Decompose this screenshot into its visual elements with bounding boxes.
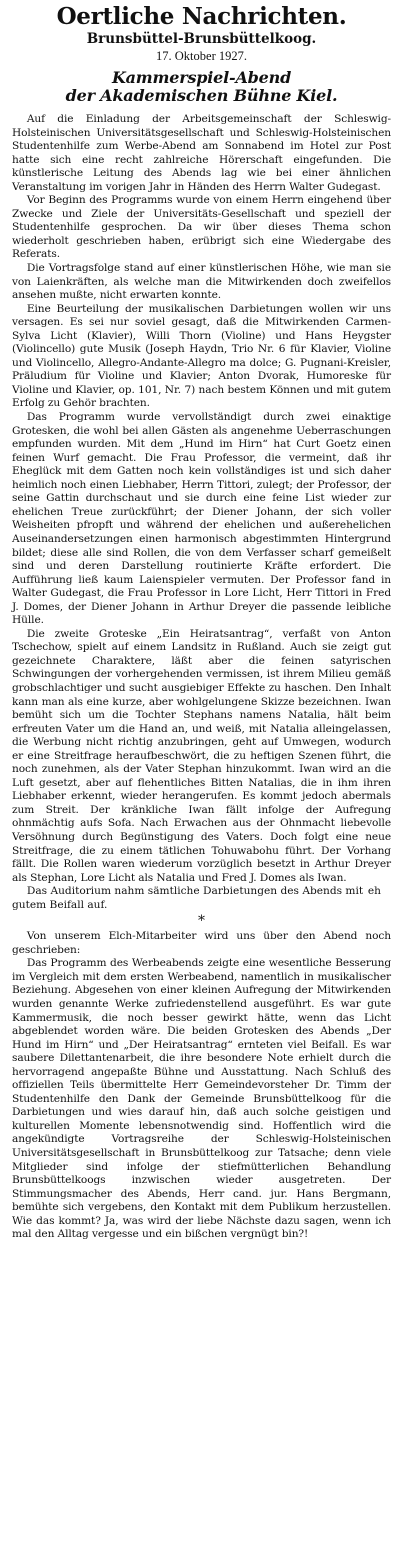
closing-sentence: Das Auditorium nahm sämtliche Darbietungen des Abends mit gutem Beifall auf.	[12, 885, 364, 911]
section-separator: *	[198, 913, 205, 930]
followup-intro: Von unserem Elch-Mitarbeiter wird uns über den Abend noch geschrieben:	[12, 930, 391, 956]
article-paragraph: Das Programm wurde vervollständigt durch zwei einaktige Grotesken, die wohl bei allen Gästen als angenehme Ueberraschungen empfunden wurden. Mit dem „Hund im Hirn“ hat Curt Goetz einen feinen Wurf gemacht. Die Frau Professor, die vermeint, daß ihr Eheglück mit dem Gatten noch kein vollständiges ist und sich daher heimlich noch einen Liebhaber, Herrn Tittori, zulegt; der Professor, der seine Gattin durchschaut und sie durch eine feine List wieder zur ehelichen Treue zurückführt; der Diener Johann, der sich voller Weisheiten pfropft und während der ehelichen und außerehelichen Auseinandersetzungen einen harmonisch abgestimmten Hintergrund bildet; diese alle sind Rollen, die von dem Verfasser scharf gemeißelt sind und deren Darstellung routinierte Kräfte erfordert. Die Aufführung ließ kaum Laienspieler vermuten. Der Professor fand in Walter Gudegast, die Frau Professor in Lore Licht, Herr Tittori in Fred J. Domes, der Diener Johann in Arthur Dreyer die passende leibliche Hülle.	[12, 411, 391, 627]
section-location: Brunsbüttel-Brunsbüttelkoog.	[86, 31, 317, 47]
article-body	[12, 113, 391, 1242]
article-headline-line2: der Akademischen Bühne Kiel.	[65, 86, 338, 105]
article-paragraph: Die zweite Groteske „Ein Heiratsantrag“, verfaßt von Anton Tschechow, spielt auf einem Landsitz in Rußland. Auch sie zeigt gut gezeichnete Charaktere, läßt aber die feinen satyrischen Schwingungen der vorhergehenden vermissen, ist ihrem Milieu gemäß grobschlachtiger und sucht ausgiebiger Effekte zu haschen. Den Inhalt kann man als eine kurze, aber wohlgelungene Skizze bezeichnen. Iwan bemüht sich um die Tochter Stephans namens Natalia, hält beim erfreuten Vater um die Hand an, und weiß, mit Natalia alleingelassen, die Werbung nicht richtig anzubringen, geht auf Umwegen, wodurch er eine Streitfrage heraufbeschwört, die zu heftigen Szenen führt, die noch zunehmen, als der Vater Stephan hinzukommt. Iwan wird an die Luft gesetzt, aber auf flehentliches Bitten Natalias, die in ihm ihren Liebhaber erkennt, wieder herangerufen. Es kommt jedoch abermals zum Streit. Der kränkliche Iwan fällt infolge der Aufregung ohnmächtig aufs Sofa. Nach Erwachen aus der Ohnmacht liebevolle Versöhnung durch Begünstigung des Vaters. Doch folgt eine neue Streitfrage, die zu einem tätlichen Tohuwabohu führt. Der Vorhang fällt. Die Rollen waren wiederum vorzüglich besetzt in Arthur Dreyer als Stephan, Lore Licht als Natalia und Fred J. Domes als Iwan.	[12, 627, 391, 884]
article-headline-line1: Kammerspiel-Abend	[111, 68, 292, 87]
article-paragraph: Die Vortragsfolge stand auf einer künstlerischen Höhe, wie man sie von Laienkräften, als welche man die Mitwirkenden doch zweifellos ansehen mußte, nicht erwarten konnte.	[12, 262, 391, 302]
article-paragraph: Vor Beginn des Programms wurde von einem Herrn eingehend über Zwecke und Ziele der Universitäts-Gesellschaft und speziell der Studentenhilfe gesprochen. Da wir über dieses Thema schon wiederholt geschrieben haben, erübrigt sich eine Wiedergabe des Referats.	[12, 194, 391, 261]
article-paragraph: Eine Beurteilung der musikalischen Darbietungen wollen wir uns versagen. Es sei nur soviel gesagt, daß die Mitwirkenden Carmen-Sylva Licht (Klavier), Willi Thorn (Violine) und Hans Heygster (Violincello) gute Musik (Joseph Haydn, Trio Nr. 6 für Klavier, Violine und Violincello, Allegro-Andante-Allegro ma dolce; G. Pugnani-Kreisler, Präludium für Violine und Klavier; Anton Dvorak, Humoreske für Violine und Klavier, op. 101, Nr. 7) nach bestem Können und mit gutem Erfolg zu Gehör brachten.	[12, 302, 391, 410]
section-title: Oertliche Nachrichten.	[56, 3, 347, 30]
article-paragraph: Auf die Einladung der Arbeitsgemeinschaft der Schleswig-Holsteinischen Universitätsgesellschaft und Schleswig-Holsteinischen Studentenhilfe zum Werbe-Abend am Sonnabend im Hotel zur Post hatte sich eine recht zahlreiche Hörerschaft eingefunden. Die künstlerische Leitung des Abends lag wie bei einer ähnlichen Veranstaltung im vorigen Jahr in Händen des Herrn Walter Gudegast.	[12, 113, 391, 193]
followup-paragraph: Das Programm des Werbeabends zeigte eine wesentliche Besserung im Vergleich mit dem ersten Werbeabend, namentlich in musikalischer Beziehung. Abgesehen von einer kleinen Aufregung der Mitwirkenden wurden genannte Werke zufriedenstellend ausgeführt. Es war gute Kammermusik, die noch besser gewirkt hätte, wenn das Licht abgeblendet worden wäre. Die beiden Grotesken des Abends „Der Hund im Hirn“ und „Der Heiratsantrag“ ernteten viel Beifall. Es war saubere Dilettantenarbeit, die ihre besondere Note erhielt durch die hervorragend angepaßte Bühne und Ausstattung. Nach Schluß des offiziellen Teils übermittelte Herr Gemeindevorsteher Dr. Timm der Studentenhilfe den Dank der Gemeinde Brunsbüttelkoog für die Darbietungen und wies darauf hin, daß auch solche geistigen und kulturellen Momente lebensnotwendig sind. Hoffentlich wird die angekündigte Vortragsreihe der Schleswig-Holsteinischen Universitätsgesellschaft in Brunsbüttelkoog zur Tatsache; denn viele Mitglieder sind infolge der stiefmütterlichen Behandlung Brunsbüttelkoogs inzwischen wieder ausgetreten. Der Stimmungsmacher des Abends, Herr cand. jur. Hans Bergmann, bemühte sich vergebens, den Kontakt mit dem Publikum herzustellen. Wie das kommt? Ja, was wird der liebe Nächste dazu sagen, wenn ich mal den Alltag vergesse und ein bißchen vergnügt bin?!	[12, 957, 391, 1241]
author-signature: eh	[367, 885, 381, 898]
dateline: 17. Oktober 1927.	[156, 49, 247, 63]
closing-row	[12, 885, 391, 912]
